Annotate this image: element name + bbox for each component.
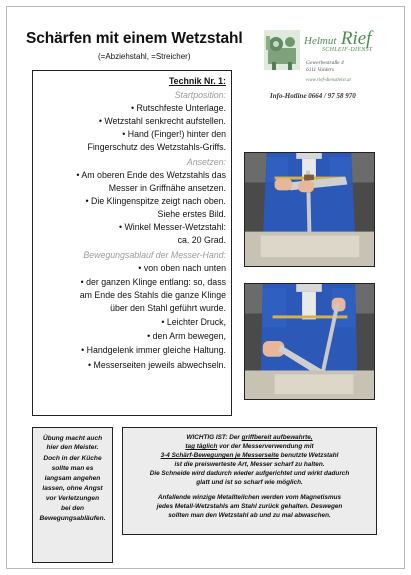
note-line: Die Schneide wird dadurch wieder aufgerichtet und wirkt dadurch xyxy=(149,470,350,477)
note-line: bei den xyxy=(60,505,85,512)
address-street: Gewerbestraße 4 xyxy=(306,60,344,66)
note-line: WICHTIG IST: Der griffbereit aufbewahrte, xyxy=(186,434,313,441)
list-item: • Die Klingenspitze zeigt nach oben. xyxy=(85,196,226,206)
note-line: Übung macht auch xyxy=(42,435,103,442)
info-hotline: Info-Hotline 0664 / 97 58 970 xyxy=(270,92,356,100)
note-line: glatt und ist so scharf wie möglich. xyxy=(196,479,303,486)
section-label-ansetzen: Ansetzen: xyxy=(186,157,226,167)
list-item: • Leichter Druck, xyxy=(161,317,226,327)
note-line: tag täglich vor der Messerverwendung mit xyxy=(185,443,314,450)
note-line: sollte man es xyxy=(51,465,94,472)
list-item: • den Arm bewegen, xyxy=(147,331,226,341)
note-line: 3-4 Schärf-Bewegungen je Messerseite benutzte Wetzstahl xyxy=(160,452,339,459)
photo-start-position xyxy=(244,152,375,267)
page-subtitle: (=Abziehstahl, =Streicher) xyxy=(98,52,191,61)
section-label-start: Startposition: xyxy=(174,90,226,100)
list-item: • von oben nach unten xyxy=(138,263,226,273)
list-item: • Am oberen Ende des Wetzstahls das xyxy=(76,170,226,180)
practice-note xyxy=(32,427,113,563)
note-line: hier den Meister. xyxy=(46,444,99,451)
list-item: • Handgelenk immer gleiche Haltung. xyxy=(81,345,226,355)
note-line: jedes Metall-Wetzstahls am Stahl zurück gehalten. Deswegen xyxy=(156,503,343,510)
note-line: Anfallende winzige Metallteilchen werden vom Magnetismus xyxy=(157,494,342,501)
company-address xyxy=(306,60,344,74)
list-item: • Wetzstahl senkrecht aufstellen. xyxy=(98,116,226,126)
page-title: Schärfen mit einem Wetzstahl xyxy=(26,30,243,47)
list-item-cont: Messer in Griffnähe ansetzen. xyxy=(108,183,226,193)
note-line: lassen, ohne Angst xyxy=(42,485,103,492)
note-line: ist die preiswerteste Art, Messer scharf zu halten. xyxy=(174,461,325,468)
list-item: • Messerseiten jeweils abwechseln. xyxy=(87,360,226,370)
brand-last-name: Rief xyxy=(340,28,372,49)
note-line: vor Verletzungen xyxy=(45,495,100,502)
list-item: • der ganzen Klinge entlang: so, dass xyxy=(80,277,226,287)
list-item: • Rutschfeste Unterlage. xyxy=(130,103,226,113)
section-label-bewegung: Bewegungsablauf der Messer-Hand: xyxy=(83,250,226,260)
brand-first-name: Helmut xyxy=(304,35,337,47)
list-item: • Winkel Messer-Wetzstahl: xyxy=(118,222,226,232)
list-item-cont: Fingerschutz des Wetzstahls-Griffs. xyxy=(87,142,226,152)
grinding-machine-icon xyxy=(262,28,302,72)
list-item-cont: am Ende des Stahls die ganze Klinge xyxy=(79,290,226,300)
list-item-cont: ca. 20 Grad. xyxy=(177,235,226,245)
company-website: www.rief-dienstleist.at xyxy=(306,78,351,83)
photo-end-position xyxy=(244,283,375,400)
company-logo xyxy=(262,24,380,94)
important-note xyxy=(122,427,377,535)
technique-box xyxy=(32,70,232,416)
note-line: Bewegungsabläufen. xyxy=(39,515,106,522)
technique-heading: Technik Nr. 1: xyxy=(168,76,226,86)
list-item-cont: Siehe erstes Bild. xyxy=(157,209,226,219)
note-line: sollten man den Wetzstahl ab und zu mal abwaschen. xyxy=(168,512,331,519)
brand-tagline: SCHLEIF-DIENST xyxy=(322,47,373,53)
note-line: langsam angehen xyxy=(44,475,101,482)
list-item-cont: über den Stahl geführt wurde. xyxy=(110,303,226,313)
address-city: 6111 Volders xyxy=(306,67,335,73)
list-item: • Hand (Finger!) hinter den xyxy=(122,129,226,139)
note-line: Doch in der Küche xyxy=(43,455,102,462)
